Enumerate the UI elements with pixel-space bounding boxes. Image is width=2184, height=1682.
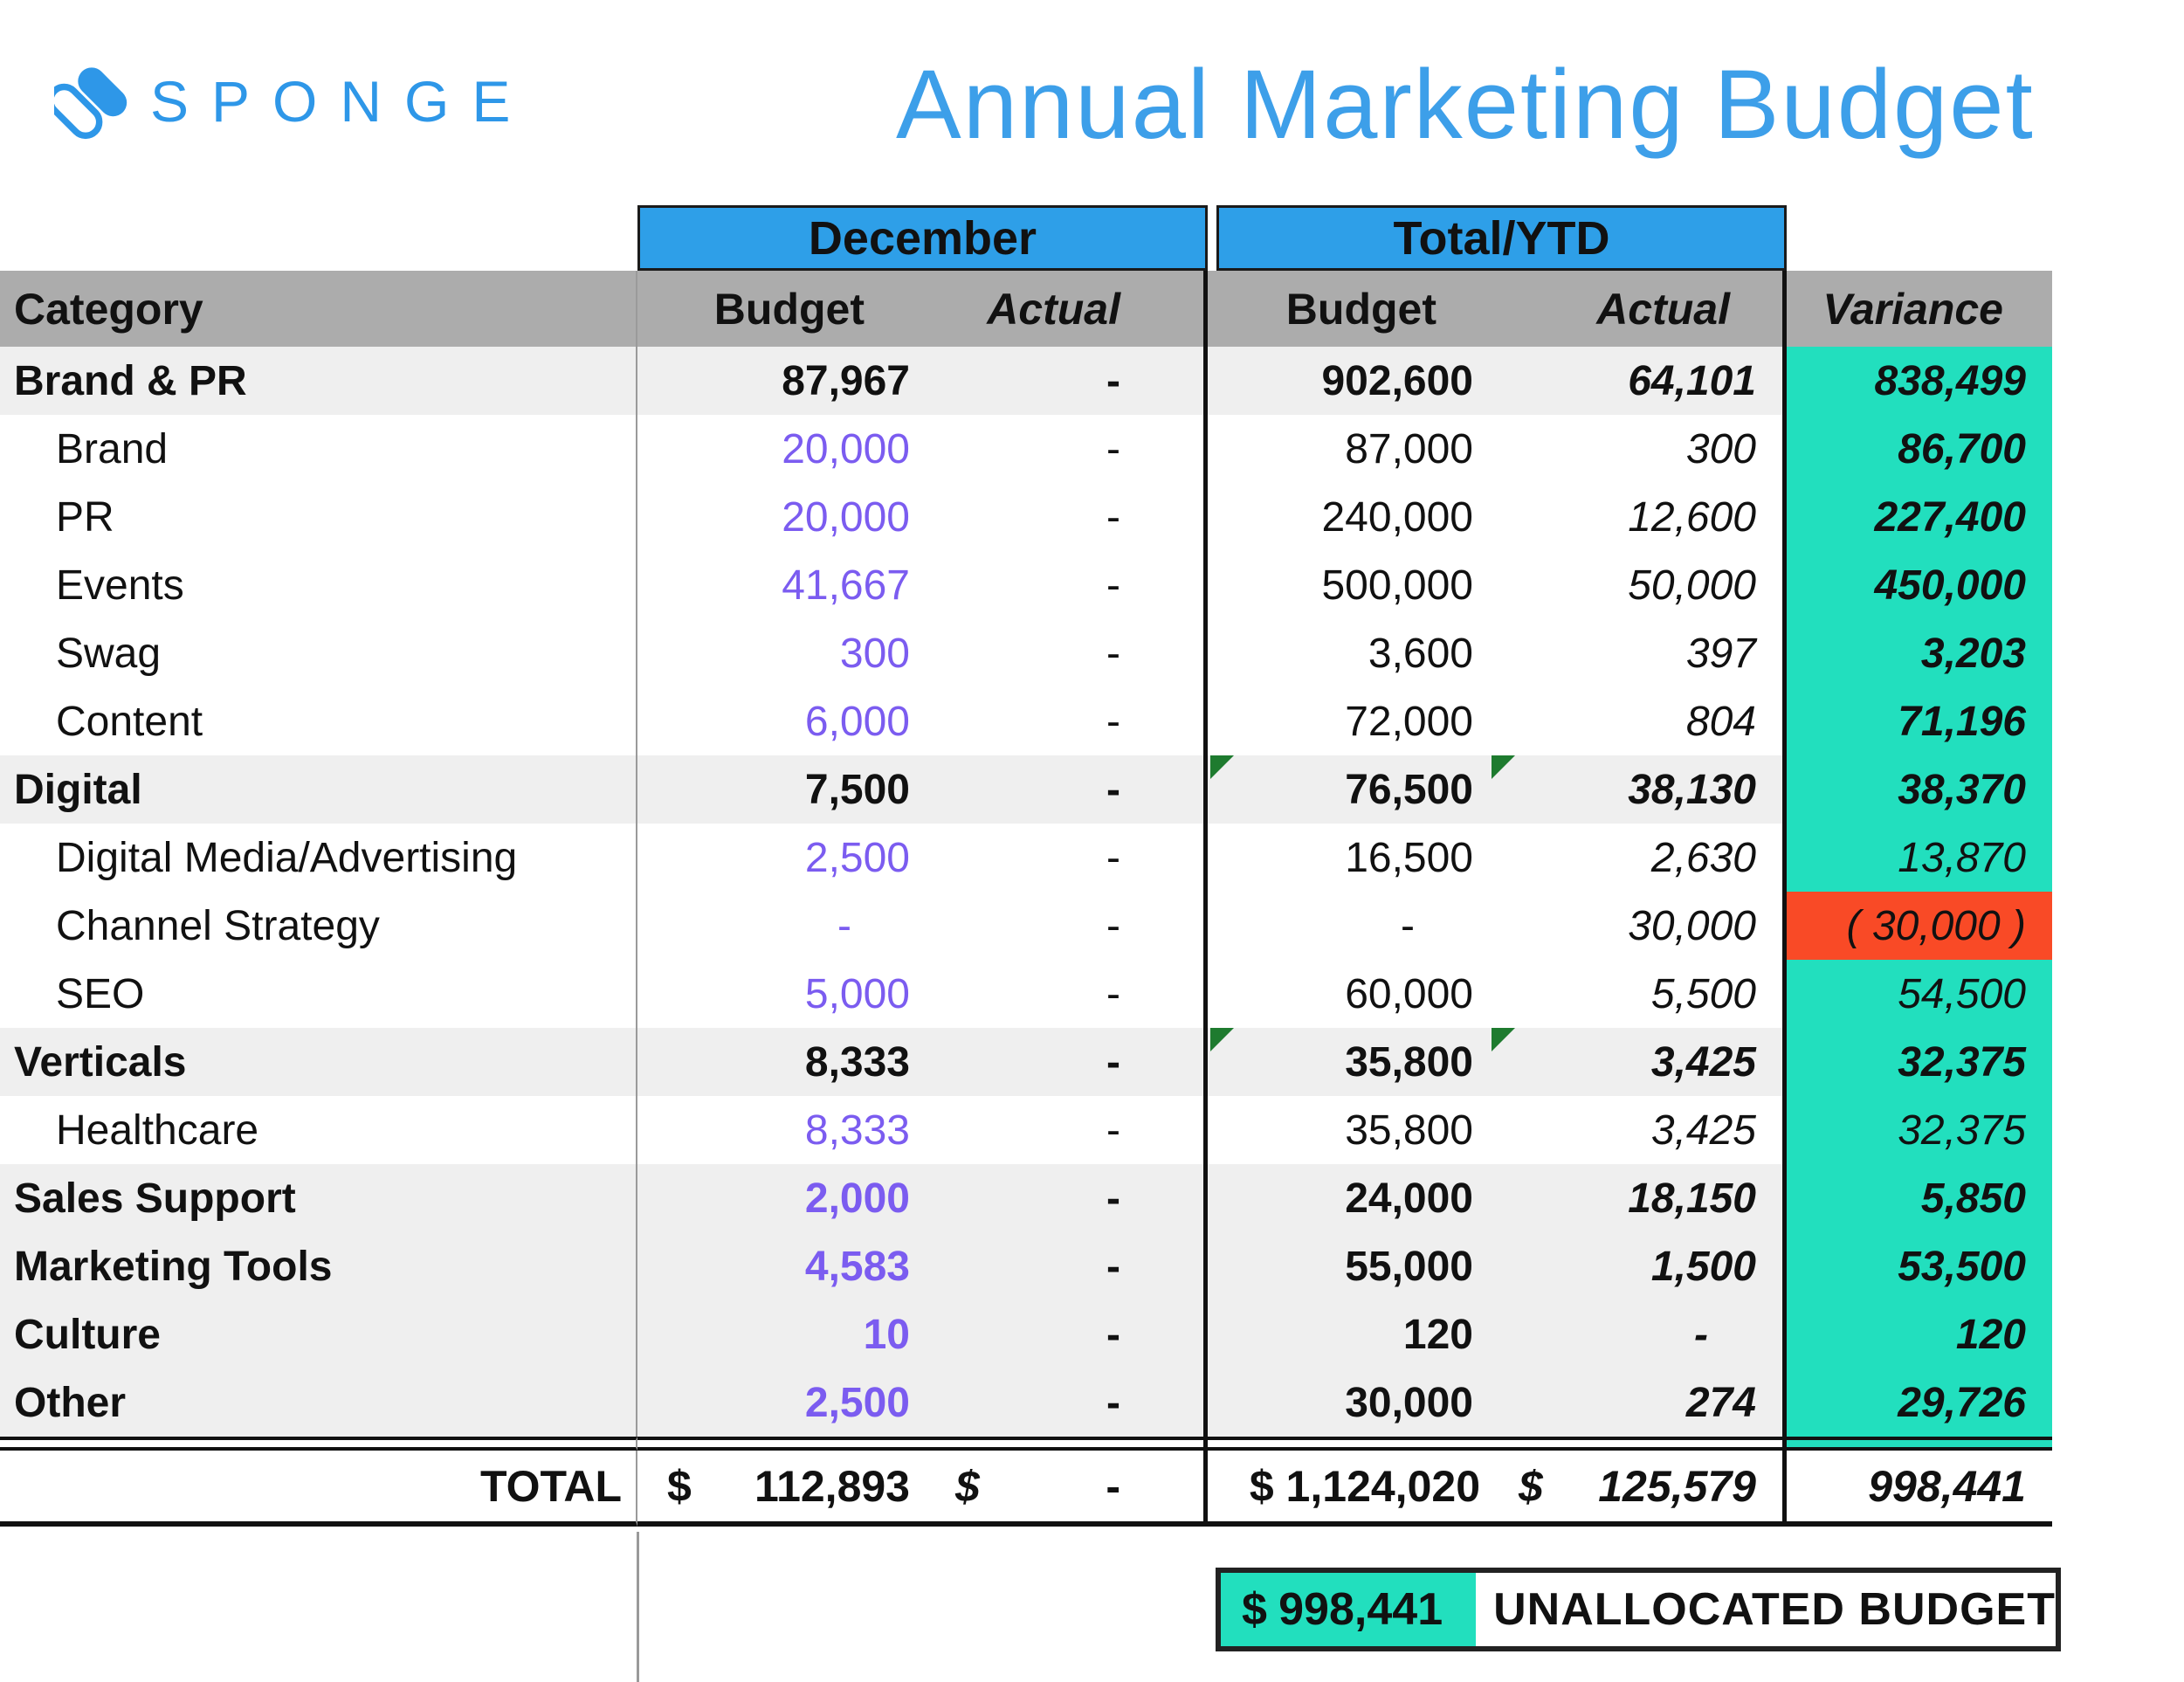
cell-ytd-budget: 87,000: [1345, 425, 1473, 472]
cell-december-budget: 41,667: [782, 562, 910, 609]
cell-december-actual: -: [926, 483, 1208, 551]
header-spacer-left: [0, 205, 637, 271]
cell-variance: 227,400: [1787, 483, 2052, 551]
total-variance: 998,441: [1787, 1451, 2052, 1527]
cell-ytd-budget: 35,800: [1345, 1106, 1473, 1154]
cell-december-actual: -: [926, 960, 1208, 1028]
cell-december-budget: 2,000: [637, 1164, 926, 1232]
budget-table: [0, 205, 2052, 1527]
cell-variance: 450,000: [1787, 551, 2052, 619]
cell-ytd-budget: -: [1401, 902, 1415, 949]
column-header-dec-budget: Budget: [637, 271, 926, 347]
row-category-label: Healthcare: [0, 1096, 637, 1164]
unallocated-budget-box: [1216, 1568, 2061, 1651]
cell-december-budget: 4,583: [637, 1232, 926, 1300]
row-category-label: Digital: [0, 755, 637, 824]
currency-symbol: $: [1242, 1584, 1267, 1635]
cell-december-budget: 8,333: [637, 1028, 926, 1096]
cell-ytd-actual: 274: [1489, 1368, 1787, 1437]
cell-ytd-budget: 55,000: [1208, 1232, 1489, 1300]
total-dec-budget-value: 112,893: [754, 1461, 910, 1511]
cell-variance: ( 30,000 ): [1787, 892, 2052, 960]
cell-ytd-actual: 30,000: [1489, 892, 1787, 960]
total-separator: [1489, 1437, 1787, 1451]
cell-december-budget: 5,000: [804, 970, 910, 1017]
total-ytd-actual-value: 125,579: [1598, 1461, 1756, 1511]
cell-ytd-actual: 64,101: [1489, 347, 1787, 415]
cell-december-budget: 2,500: [637, 1368, 926, 1437]
cell-december-actual: -: [926, 551, 1208, 619]
unallocated-amount: 998,441: [1278, 1584, 1443, 1635]
currency-symbol: $: [667, 1461, 692, 1511]
total-separator: [0, 1437, 637, 1451]
cell-ytd-actual: 5,500: [1489, 960, 1787, 1028]
row-category-label: Marketing Tools: [0, 1232, 637, 1300]
row-category-label: Culture: [0, 1300, 637, 1368]
cell-december-actual: -: [926, 415, 1208, 483]
row-category-label: Channel Strategy: [0, 892, 637, 960]
row-category-label: Swag: [0, 619, 637, 687]
logo-wordmark: SPONGE: [150, 69, 534, 134]
cell-ytd-actual: 12,600: [1489, 483, 1787, 551]
cell-ytd-budget: 120: [1208, 1300, 1489, 1368]
sponge-leaf-icon: [54, 56, 129, 147]
cell-ytd-actual: 18,150: [1489, 1164, 1787, 1232]
cell-variance: 3,203: [1787, 619, 2052, 687]
total-separator: [926, 1437, 1208, 1451]
cell-variance: 5,850: [1787, 1164, 2052, 1232]
cell-december-actual: -: [926, 1232, 1208, 1300]
cell-december-budget: 87,967: [637, 347, 926, 415]
cell-ytd-actual: 804: [1489, 687, 1787, 755]
sponge-logo: [54, 56, 533, 147]
row-category-label: Events: [0, 551, 637, 619]
cell-variance: 32,375: [1787, 1096, 2052, 1164]
page-title: Annual Marketing Budget: [896, 50, 2035, 159]
total-ytd-budget: $ 1,124,020: [1208, 1451, 1489, 1527]
cell-ytd-budget: 60,000: [1345, 970, 1473, 1017]
cell-december-budget: 2,500: [804, 834, 910, 881]
cell-ytd-budget: 24,000: [1208, 1164, 1489, 1232]
cell-december-actual: -: [926, 687, 1208, 755]
cell-variance: 71,196: [1787, 687, 2052, 755]
cell-ytd-budget: 72,000: [1345, 698, 1473, 745]
column-header-ytd-budget: Budget: [1208, 271, 1489, 347]
cell-ytd-actual: 50,000: [1489, 551, 1787, 619]
cell-december-budget: 20,000: [782, 493, 910, 541]
row-category-label: Verticals: [0, 1028, 637, 1096]
cell-ytd-actual: 3,425: [1489, 1028, 1787, 1096]
cell-flag-icon: [1492, 1028, 1515, 1051]
cell-december-actual: -: [926, 892, 1208, 960]
cell-flag-icon: [1210, 1028, 1234, 1051]
cell-variance: 29,726: [1787, 1368, 2052, 1437]
total-dec-actual-value: -: [1106, 1461, 1120, 1511]
column-header-variance: Variance: [1787, 271, 2052, 347]
currency-symbol: $: [955, 1461, 980, 1511]
cell-december-actual: -: [926, 1096, 1208, 1164]
cell-december-budget: 7,500: [637, 755, 926, 824]
column-header-dec-actual: Actual: [926, 271, 1208, 347]
cell-ytd-actual: 38,130: [1489, 755, 1787, 824]
cell-variance: 38,370: [1787, 755, 2052, 824]
cell-december-actual: -: [926, 1368, 1208, 1437]
row-category-label: Digital Media/Advertising: [0, 824, 637, 892]
cell-ytd-budget: 500,000: [1321, 562, 1473, 609]
total-label: TOTAL: [0, 1451, 637, 1527]
cell-december-actual: -: [926, 755, 1208, 824]
cell-december-budget: -: [837, 902, 851, 949]
cell-ytd-actual: 300: [1489, 415, 1787, 483]
column-header-ytd-actual: Actual: [1489, 271, 1787, 347]
cell-ytd-budget: 3,600: [1368, 630, 1473, 677]
cell-ytd-budget: 35,800: [1208, 1028, 1489, 1096]
currency-symbol: $: [1519, 1461, 1543, 1511]
column-header-category: Category: [0, 271, 637, 347]
cell-december-actual: -: [926, 1300, 1208, 1368]
cell-ytd-budget: 16,500: [1345, 834, 1473, 881]
cell-ytd-budget: 76,500: [1208, 755, 1489, 824]
total-dec-actual: [926, 1451, 1208, 1527]
row-category-label: Brand & PR: [0, 347, 637, 415]
cell-december-actual: -: [926, 619, 1208, 687]
cell-december-actual: -: [926, 1028, 1208, 1096]
row-category-label: Content: [0, 687, 637, 755]
section-header-december: December: [637, 205, 1208, 271]
cell-variance: 838,499: [1787, 347, 2052, 415]
unallocated-label: UNALLOCATED BUDGET: [1493, 1584, 2056, 1635]
cell-ytd-actual: 2,630: [1489, 824, 1787, 892]
total-ytd-actual: [1489, 1451, 1787, 1527]
cell-ytd-actual: 3,425: [1489, 1096, 1787, 1164]
cell-variance: 86,700: [1787, 415, 2052, 483]
cell-flag-icon: [1210, 755, 1234, 779]
row-category-label: Other: [0, 1368, 637, 1437]
cell-variance: 120: [1787, 1300, 2052, 1368]
cell-december-budget: 10: [637, 1300, 926, 1368]
total-separator: [1787, 1437, 2052, 1451]
unallocated-amount-cell: [1221, 1573, 1476, 1646]
cell-flag-icon: [1492, 755, 1515, 779]
row-category-label: Brand: [0, 415, 637, 483]
cell-december-budget: 20,000: [782, 425, 910, 472]
cell-december-actual: -: [926, 1164, 1208, 1232]
cell-ytd-actual: 1,500: [1489, 1232, 1787, 1300]
row-category-label: PR: [0, 483, 637, 551]
header-spacer-right: [1787, 205, 2052, 271]
cell-december-budget: 300: [839, 630, 910, 677]
cell-ytd-budget: 902,600: [1208, 347, 1489, 415]
cell-variance: 13,870: [1787, 824, 2052, 892]
cell-december-budget: 6,000: [804, 698, 910, 745]
cell-variance: 53,500: [1787, 1232, 2052, 1300]
cell-december-actual: -: [926, 824, 1208, 892]
cell-ytd-budget: 240,000: [1321, 493, 1473, 541]
cell-ytd-actual: -: [1489, 1300, 1787, 1368]
cell-ytd-budget: 30,000: [1208, 1368, 1489, 1437]
cell-ytd-actual: 397: [1489, 619, 1787, 687]
total-separator: [1208, 1437, 1489, 1451]
row-category-label: SEO: [0, 960, 637, 1028]
cell-variance: 32,375: [1787, 1028, 2052, 1096]
cell-december-actual: -: [926, 347, 1208, 415]
cell-december-budget: 8,333: [804, 1106, 910, 1154]
row-category-label: Sales Support: [0, 1164, 637, 1232]
total-separator: [637, 1437, 926, 1451]
cell-variance: 54,500: [1787, 960, 2052, 1028]
section-header-total-ytd: Total/YTD: [1216, 205, 1787, 271]
column-divider-line: [637, 1532, 639, 1682]
total-dec-budget: [637, 1451, 926, 1527]
